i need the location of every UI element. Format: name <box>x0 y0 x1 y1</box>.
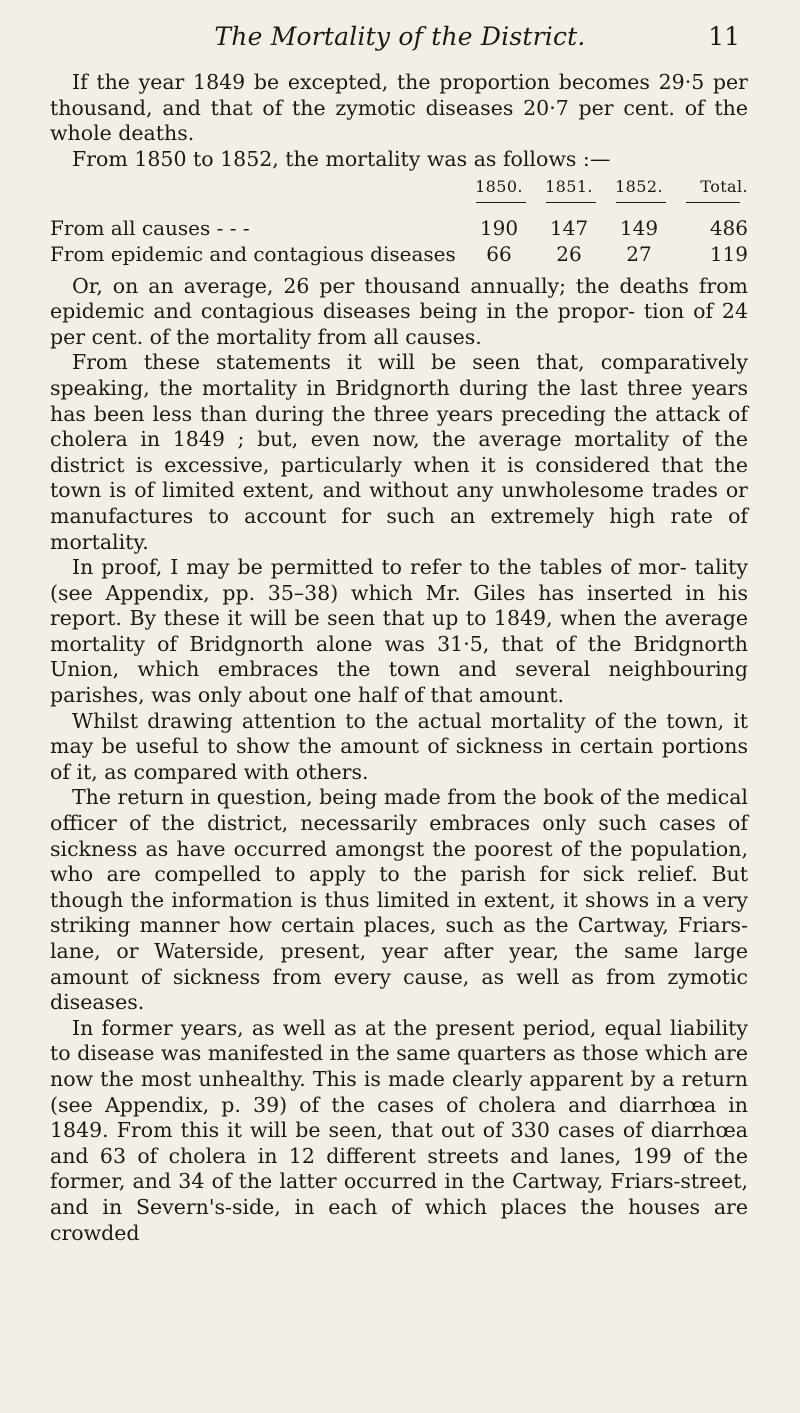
table-cell: 147 <box>549 216 589 241</box>
paragraph: In former years, as well as at the present period, equal liability to disease was manifested in the same quarters as those which are now the most unhealthy. This is made clearly apparent by a return (see Appendix, p. 39) of the cases of cholera and diarrhœa in 1849. From this it will be seen, that out of 330 cases of diarrhœa and 63 of cholera in 12 different streets and lanes, 199 of the former, and 34 of the latter occurred in the Cartway, Friars-street, and in Severn's-side, in each of which places the houses are crowded <box>50 1015 748 1245</box>
paragraph: If the year 1849 be excepted, the proportion becomes 29·5 per thousand, and that of the zymotic diseases 20·7 per cent. of the whole deaths. <box>50 70 748 146</box>
table-rule-row <box>50 202 748 216</box>
table-row <box>50 242 748 268</box>
page-number: 11 <box>708 22 740 51</box>
table-cell-total: 486 <box>709 216 748 241</box>
column-header-1852: 1852. <box>615 177 663 197</box>
paragraph: From these statements it will be seen that, comparatively speaking, the mortality in Bridgnorth during the last three years has been less than during the three years preceding the attack of cholera in 1849 ; but, even now, the average mortality of the district is excessive, particularly when it is considered that the town is of limited extent, and without any unwholesome trades or manufactures to account for such an extremely high rate of mortality. <box>50 350 748 554</box>
column-rule <box>616 202 666 203</box>
row-label: From all causes - - - <box>50 216 250 241</box>
table-cell-total: 119 <box>709 241 748 266</box>
mortality-table <box>50 174 748 267</box>
paragraph: The return in question, being made from the book of the medical officer of the district, necessarily embraces only such cases of sickness as have occurred amongst the poorest of the population, who are compelled to apply to the parish for sick relief. But though the information is thus limited in extent, it shows in a very striking manner how certain places, such as the Cartway, Friars-lane, or Waterside, present, year after year, the same large amount of sickness from every cause, as well as from zymotic diseases. <box>50 785 748 1015</box>
paragraph: Or, on an average, 26 per thousand annually; the deaths from epidemic and contagious diseases being in the propor- tion of 24 per cent. of the mortality from all causes. <box>50 273 748 349</box>
table-cell: 26 <box>556 241 582 266</box>
column-rule <box>476 202 526 203</box>
table-header-row <box>50 174 748 202</box>
column-header-1850: 1850. <box>475 177 523 197</box>
running-header <box>0 22 800 62</box>
paragraph: In proof, I may be permitted to refer to the tables of mor- tality (see Appendix, pp. 35–38) which Mr. Giles has inserted in his report. By these it will be seen that up to 1849, when the average mortality of Bridgnorth alone was 31·5, that of the Bridgnorth Union, which embraces the town and several neighbouring parishes, was only about one half of that amount. <box>50 555 748 708</box>
paragraph: Whilst drawing attention to the actual mortality of the town, it may be useful to show the amount of sickness in certain portions of it, as compared with others. <box>50 708 748 784</box>
table-cell: 190 <box>479 216 519 241</box>
table-cell: 27 <box>626 241 652 266</box>
row-label: From epidemic and contagious diseases <box>50 241 456 266</box>
column-rule <box>686 202 740 203</box>
column-header-1851: 1851. <box>545 177 593 197</box>
running-title: The Mortality of the District. <box>214 22 586 51</box>
table-cell: 66 <box>486 241 512 266</box>
paragraph: From 1850 to 1852, the mortality was as follows :— <box>72 146 611 171</box>
table-row <box>50 216 748 242</box>
table-header-blank <box>50 174 464 202</box>
table-cell: 149 <box>619 216 659 241</box>
column-header-total: Total. <box>700 177 748 197</box>
body-text <box>50 70 748 1246</box>
column-rule <box>546 202 596 203</box>
